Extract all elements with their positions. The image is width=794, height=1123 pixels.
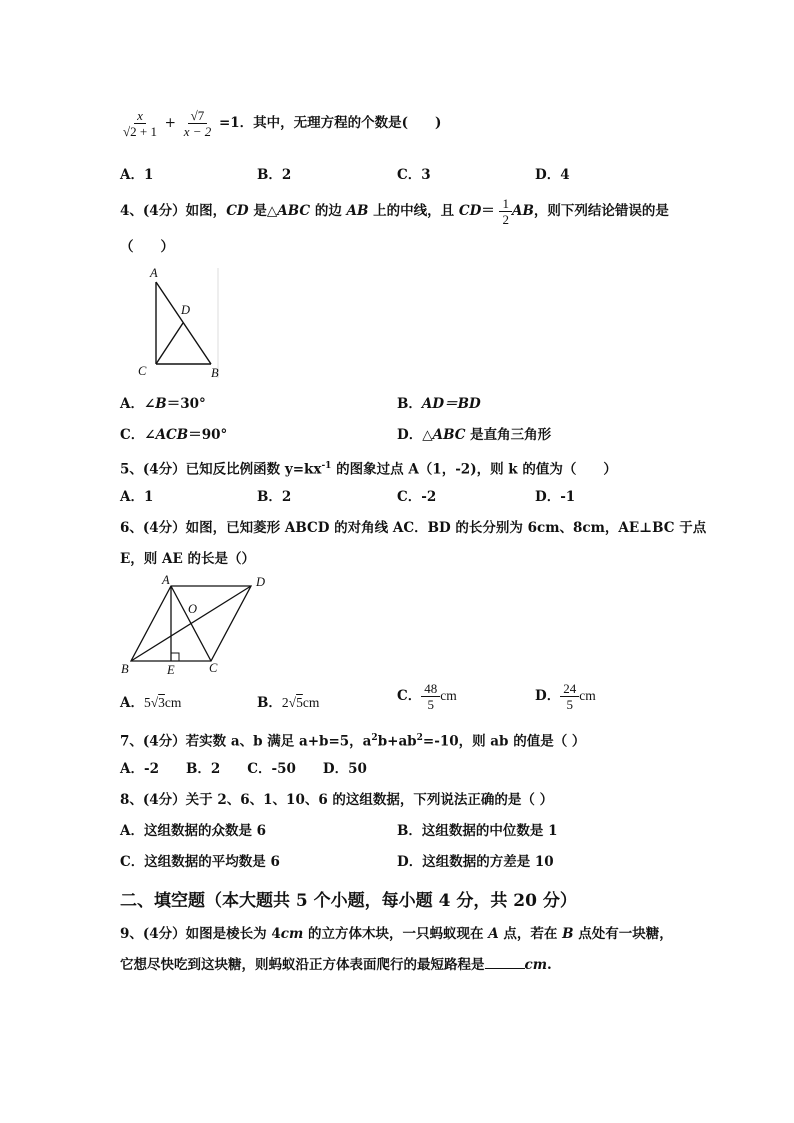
- q6-diagonal-bd: [131, 586, 251, 661]
- q6-option-a: A．5√3cm: [120, 695, 182, 711]
- q8-stem: 8、(4分）关于 2、6、1、10、6 的这组数据，下列说法正确的是（ ）: [120, 792, 554, 808]
- q5-option-a: A．1: [120, 489, 154, 505]
- q4-stem: 4、(4分）如图，CD 是△ABC 的边 AB 上的中线，且 CD＝ $\frac{1}{2}$ AB，则下列结论错误的是: [120, 196, 669, 227]
- q6-option-d: D． $\frac{24}{5}$ cm: [535, 681, 596, 712]
- q8-option-d: D．这组数据的方差是 10: [397, 854, 554, 870]
- section-title-fill-in: 二、填空题（本大题共 5 个小题，每小题 4 分，共 20 分）: [120, 891, 577, 911]
- q6-option-c: C． $\frac{48}{5}$ cm: [397, 681, 457, 712]
- q6-label-c: C: [209, 661, 218, 675]
- q3-fraction-2: $\frac{√7}{x - 2}$: [183, 108, 212, 139]
- q4-option-a: A．∠B＝30°: [120, 396, 206, 412]
- q6-rhombus-figure: [116, 576, 276, 676]
- q3-option-a: A．1: [120, 167, 154, 183]
- q3-option-d: D．4: [535, 167, 570, 183]
- q4-option-b: B．AD＝BD: [397, 396, 481, 412]
- q5-option-c: C．-2: [397, 489, 437, 505]
- q4-label-b: B: [211, 366, 219, 380]
- q3-equation-line: $\frac{x}{√2 + 1}$ + $\frac{√7}{x - 2}$ =1．其中，无理方程的个数是( ): [120, 108, 441, 139]
- q6-label-a: A: [162, 573, 170, 587]
- q8-option-c: C．这组数据的平均数是 6: [120, 854, 280, 870]
- q6-option-b: B．2√5cm: [257, 695, 320, 711]
- q6-stem-line1: 6、(4分）如图，已知菱形 ABCD 的对角线 AC．BD 的长分别为 6cm、8cm，AE⊥BC 于点: [120, 520, 707, 536]
- q7-stem: 7、(4分）若实数 a、b 满足 a+b=5，$a^2b+ab^2=-10$，则 ab 的值是（ ）: [120, 733, 586, 750]
- q6-label-e: E: [167, 663, 175, 677]
- q4-option-c: C．∠ACB＝90°: [120, 427, 228, 443]
- q6-right-angle-mark: [171, 653, 179, 661]
- q9-answer-blank[interactable]: [485, 956, 525, 969]
- q5-option-b: B．2: [257, 489, 292, 505]
- q9-stem-line2: 它想尽快吃到这块糖，则蚂蚁沿正方体表面爬行的最短路程是 cm.: [120, 957, 552, 973]
- q9-stem-line1: 9、(4分）如图是棱长为 4cm 的立方体木块，一只蚂蚁现在 A 点，若在 B 点处有一块糖，: [120, 926, 673, 942]
- q6-stem-line2: E，则 AE 的长是（）: [120, 551, 255, 567]
- q5-option-d: D．-1: [535, 489, 576, 505]
- q7-options: A．-2 B．2 C．-50 D．50: [120, 761, 367, 777]
- q8-option-b: B．这组数据的中位数是 1: [397, 823, 558, 839]
- q6-option-d-fraction: $\frac{24}{5}$: [560, 681, 579, 712]
- q6-option-c-fraction: $\frac{48}{5}$: [421, 681, 440, 712]
- q3-fraction-1: $\frac{x}{√2 + 1}$: [123, 108, 157, 139]
- q4-triangle-figure: [136, 266, 226, 382]
- q5-stem: 5、(4分）已知反比例函数 $y=kx^{-1}$ 的图象过点 A（1，-2)，则 k 的值为（ ）: [120, 461, 617, 478]
- q4-label-d: D: [181, 303, 191, 317]
- q4-option-d: D．△ABC 是直角三角形: [397, 427, 552, 443]
- q4-paren: （ ）: [120, 239, 174, 255]
- q4-label-a: A: [150, 266, 158, 280]
- q3-option-c: C．3: [397, 167, 431, 183]
- q3-option-b: B．2: [257, 167, 292, 183]
- q4-half-fraction: $\frac{1}{2}$: [499, 196, 512, 227]
- q4-label-c: C: [138, 364, 147, 378]
- q6-label-b: B: [121, 662, 129, 676]
- q6-label-o: O: [188, 602, 198, 616]
- q6-label-d: D: [256, 575, 266, 589]
- q4-median-cd: [156, 323, 183, 364]
- q8-option-a: A．这组数据的众数是 6: [120, 823, 267, 839]
